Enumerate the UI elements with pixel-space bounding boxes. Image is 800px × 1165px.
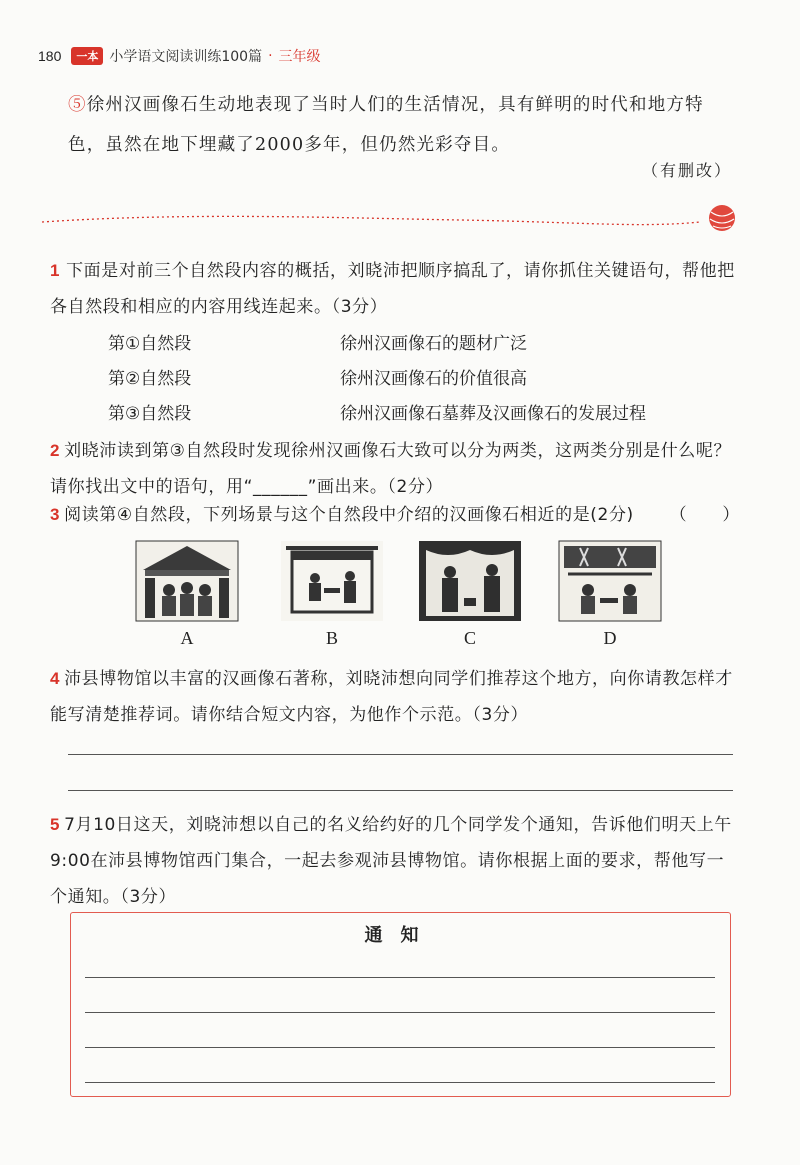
page-number: 180	[38, 48, 62, 64]
option-b-label: B	[325, 628, 338, 648]
question-4	[50, 661, 740, 733]
left-item[interactable]: 第①自然段	[108, 334, 192, 354]
grade-label: 三年级	[278, 49, 321, 65]
passage-paragraph-5	[68, 85, 738, 165]
right-item[interactable]: 徐州汉画像石的题材广泛	[340, 334, 527, 354]
answer-line[interactable]	[68, 790, 733, 791]
underline-blank: ______	[253, 477, 308, 497]
answer-line[interactable]	[68, 754, 733, 755]
question-2	[50, 433, 740, 505]
question-number: 5	[50, 815, 61, 834]
question-text: 沛县博物馆以丰富的汉画像石著称，刘晓沛想向同学们推荐这个地方，向你请教怎样才能写清楚推荐词。请你结合短文内容，为他作个示范。（3分）	[50, 669, 733, 725]
notice-line[interactable]	[85, 1082, 715, 1083]
source-note: （有删改）	[641, 161, 732, 180]
yarn-ball-icon	[709, 205, 735, 231]
notice-line[interactable]	[85, 1047, 715, 1048]
question-number: 1	[50, 261, 61, 280]
brand-logo: 一本	[71, 47, 103, 65]
notice-title: 通知	[364, 925, 437, 946]
answer-paren[interactable]: （ ）	[669, 505, 740, 525]
right-item[interactable]: 徐州汉画像石墓葬及汉画像石的发展过程	[340, 404, 646, 424]
option-a-label: A	[180, 628, 194, 648]
header-separator: ·	[268, 48, 273, 64]
question-3	[50, 497, 740, 533]
right-item[interactable]: 徐州汉画像石的价值很高	[340, 369, 527, 389]
paragraph-marker: ⑤	[68, 95, 87, 115]
question-number: 3	[50, 505, 61, 524]
notice-line[interactable]	[85, 977, 715, 978]
question-number: 4	[50, 669, 61, 688]
option-c-image[interactable]	[418, 540, 522, 622]
question-1	[50, 253, 740, 325]
option-images	[120, 540, 680, 648]
notice-writing-box	[70, 912, 731, 1097]
option-d-image[interactable]	[558, 540, 662, 622]
page-header	[38, 44, 321, 68]
question-text: 7月10日这天，刘晓沛想以自己的名义给约好的几个同学发个通知，告诉他们明天上午9:00在沛县博物馆西门集合，一起去参观沛县博物馆。请你根据上面的要求，帮他写一个通知。（3分）	[50, 815, 732, 907]
question-text: 阅读第④自然段，下列场景与这个自然段中介绍的汉画像石相近的是(2分)	[64, 505, 634, 525]
left-item[interactable]: 第③自然段	[108, 404, 192, 424]
notice-line[interactable]	[85, 1012, 715, 1013]
section-divider	[40, 200, 740, 240]
option-d-label: D	[603, 628, 617, 648]
left-items	[108, 327, 191, 432]
question-number: 2	[50, 441, 61, 460]
question-text: 刘晓沛读到第③自然段时发现徐州汉画像石大致可以分为两类，这两类分别是什么呢？请你找出文中的语句，用“	[50, 441, 732, 497]
question-text: 下面是对前三个自然段内容的概括，刘晓沛把顺序搞乱了，请你抓住关键语句，帮他把各自然段和相应的内容用线连起来。（3分）	[50, 261, 735, 317]
option-a-image[interactable]	[135, 540, 239, 622]
question-5	[50, 807, 740, 915]
question-text-end: ”画出来。（2分）	[307, 477, 444, 497]
left-item[interactable]: 第②自然段	[108, 369, 192, 389]
option-c-label: C	[463, 628, 476, 648]
series-title: 小学语文阅读训练100篇	[109, 49, 263, 65]
passage-text: 徐州汉画像石生动地表现了当时人们的生活情况，具有鲜明的时代和地方特色，虽然在地下埋藏了2000多年，但仍然光彩夺目。	[68, 95, 704, 155]
right-items	[340, 327, 646, 432]
option-b-image[interactable]	[280, 540, 384, 622]
